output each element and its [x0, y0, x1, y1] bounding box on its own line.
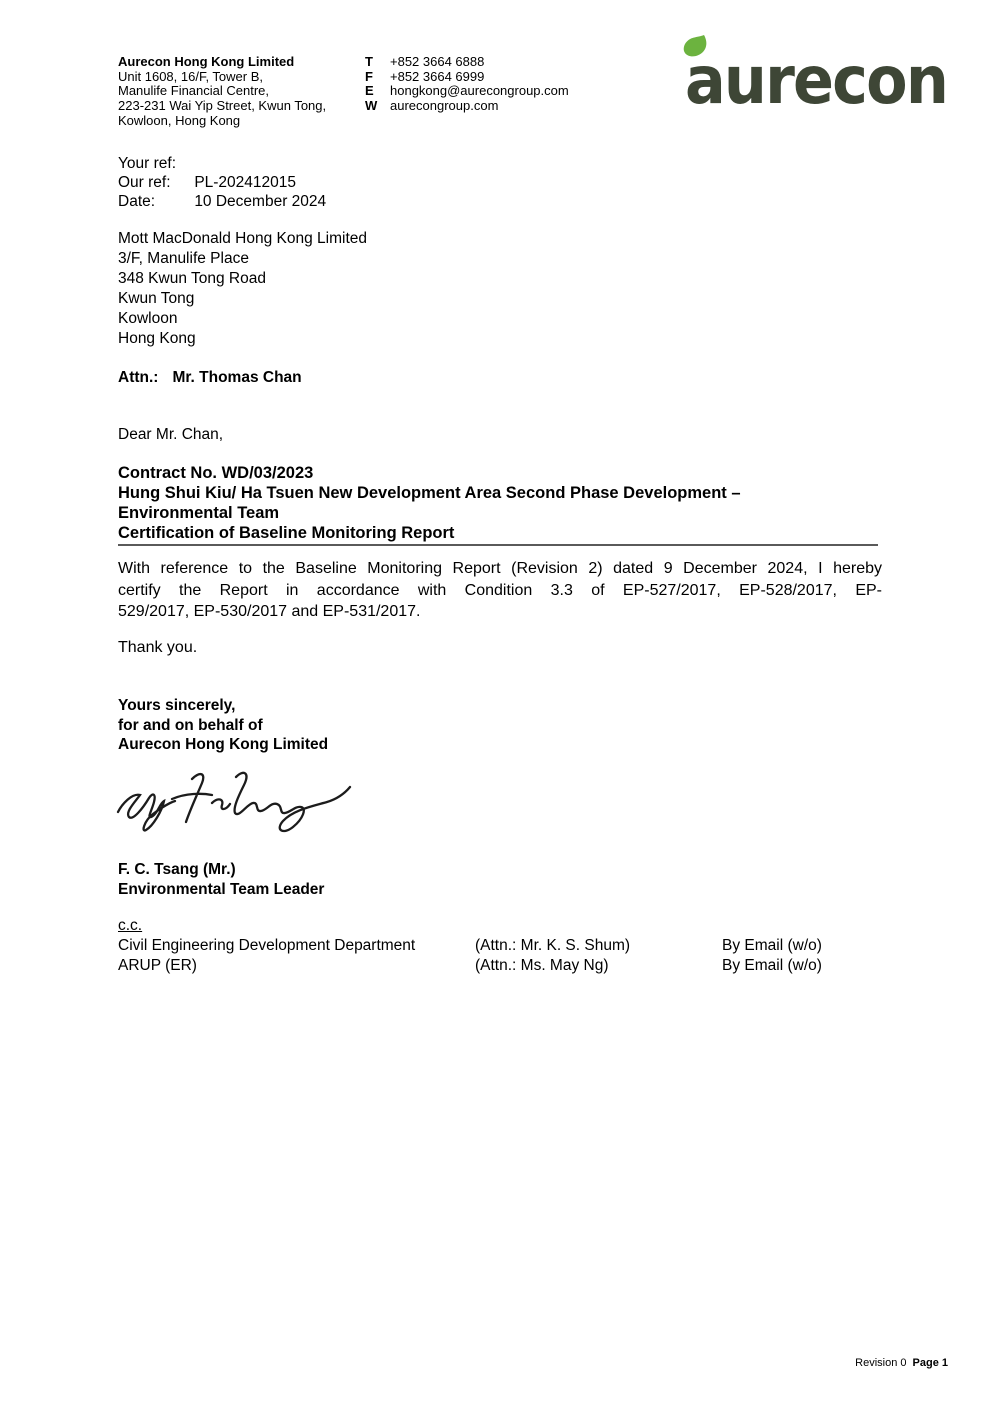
contact-row-email [365, 84, 569, 99]
recipient-address-line: Kowloon [118, 310, 178, 327]
contact-value-email: hongkong@aurecongroup.com [390, 83, 569, 99]
subject-line-contract: Contract No. WD/03/2023 [118, 464, 314, 482]
subject-line-project: Hung Shui Kiu/ Ha Tsuen New Development Area Second Phase Development – [118, 484, 741, 502]
our-ref-label: Our ref: [118, 174, 171, 191]
contact-row-fax [365, 70, 569, 85]
our-ref-value: PL-202412015 [194, 174, 297, 191]
date-label: Date: [118, 193, 156, 210]
sender-address-line: 223-231 Wai Yip Street, Kwun Tong, [118, 98, 327, 114]
date-row [118, 192, 326, 211]
contact-value-telephone: +852 3664 6888 [390, 54, 485, 69]
aurecon-logo-text: aurecon [685, 42, 947, 108]
cc-label: c.c. [118, 917, 143, 934]
signoff-line: Yours sincerely, [118, 697, 236, 714]
recipient-address-block [118, 229, 367, 349]
cc-row [118, 936, 878, 956]
body-line: With reference to the Baseline Monitoring Report (Revision 2) dated 9 December 2024, I hereby [118, 560, 882, 577]
recipient-address-line: 3/F, Manulife Place [118, 250, 249, 267]
attention-label: Attn.: [118, 369, 159, 386]
sender-company-name: Aurecon Hong Kong Limited [118, 54, 295, 69]
subject-line-team: Environmental Team [118, 504, 280, 522]
contact-value-website: aurecongroup.com [390, 98, 499, 114]
cc-row [118, 956, 878, 976]
date-value: 10 December 2024 [194, 193, 327, 210]
your-ref-row [118, 154, 326, 173]
signoff-block [118, 696, 328, 755]
subject-line-certification: Certification of Baseline Monitoring Report [118, 524, 455, 542]
body-line: 529/2017, EP-530/2017 and EP-531/2017. [118, 603, 421, 620]
your-ref-label: Your ref: [118, 155, 177, 172]
recipient-address-line: Mott MacDonald Hong Kong Limited [118, 230, 367, 247]
contact-label-fax: F [365, 68, 373, 84]
cc-delivery-method: By Email (w/o) [722, 937, 822, 954]
salutation: Dear Mr. Chan, [118, 426, 224, 443]
signatory-title: Environmental Team Leader [118, 880, 325, 898]
signatory-block [118, 860, 324, 899]
attention-name: Mr. Thomas Chan [172, 369, 302, 386]
subject-block [118, 463, 878, 546]
contact-row-phone [365, 55, 569, 70]
attention-line [118, 369, 302, 387]
reference-block [118, 154, 326, 211]
footer-page-number: Page 1 [912, 1357, 948, 1369]
signoff-line: Aurecon Hong Kong Limited [118, 736, 329, 753]
signature-image [112, 766, 356, 849]
sender-address-block [118, 55, 326, 129]
contact-label-telephone: T [365, 54, 373, 69]
body-line: certify the Report in accordance with Condition 3.3 of EP-527/2017, EP-528/2017, EP- [118, 581, 882, 599]
our-ref-row [118, 173, 326, 192]
signatory-name: F. C. Tsang (Mr.) [118, 861, 236, 878]
page-footer [0, 1357, 948, 1369]
footer-revision: Revision 0 [855, 1357, 907, 1369]
cc-attention: (Attn.: Ms. May Ng) [475, 957, 609, 975]
contact-label-email: E [365, 83, 374, 99]
signature-scribble [112, 766, 356, 844]
cc-attention: (Attn.: Mr. K. S. Shum) [475, 937, 631, 954]
recipient-address-line: Kwun Tong [118, 290, 195, 307]
sender-contact-block [365, 55, 569, 114]
cc-organisation: Civil Engineering Development Department [118, 937, 416, 954]
sender-address-line: Manulife Financial Centre, [118, 83, 270, 99]
sender-address-line: Kowloon, Hong Kong [118, 112, 241, 128]
recipient-address-line: 348 Kwun Tong Road [118, 270, 266, 287]
cc-organisation: ARUP (ER) [118, 957, 197, 975]
aurecon-logo [680, 34, 952, 113]
body-paragraph [118, 558, 882, 623]
recipient-address-line: Hong Kong [118, 330, 196, 347]
signoff-line: for and on behalf of [118, 716, 263, 734]
closing-line: Thank you. [118, 639, 198, 656]
cc-block [118, 916, 878, 977]
cc-delivery-method: By Email (w/o) [722, 957, 822, 975]
contact-label-website: W [365, 98, 378, 114]
contact-row-website [365, 99, 569, 114]
sender-address-line: Unit 1608, 16/F, Tower B, [118, 68, 264, 84]
contact-value-fax: +852 3664 6999 [390, 68, 485, 84]
aurecon-logo-graphic [680, 34, 952, 108]
